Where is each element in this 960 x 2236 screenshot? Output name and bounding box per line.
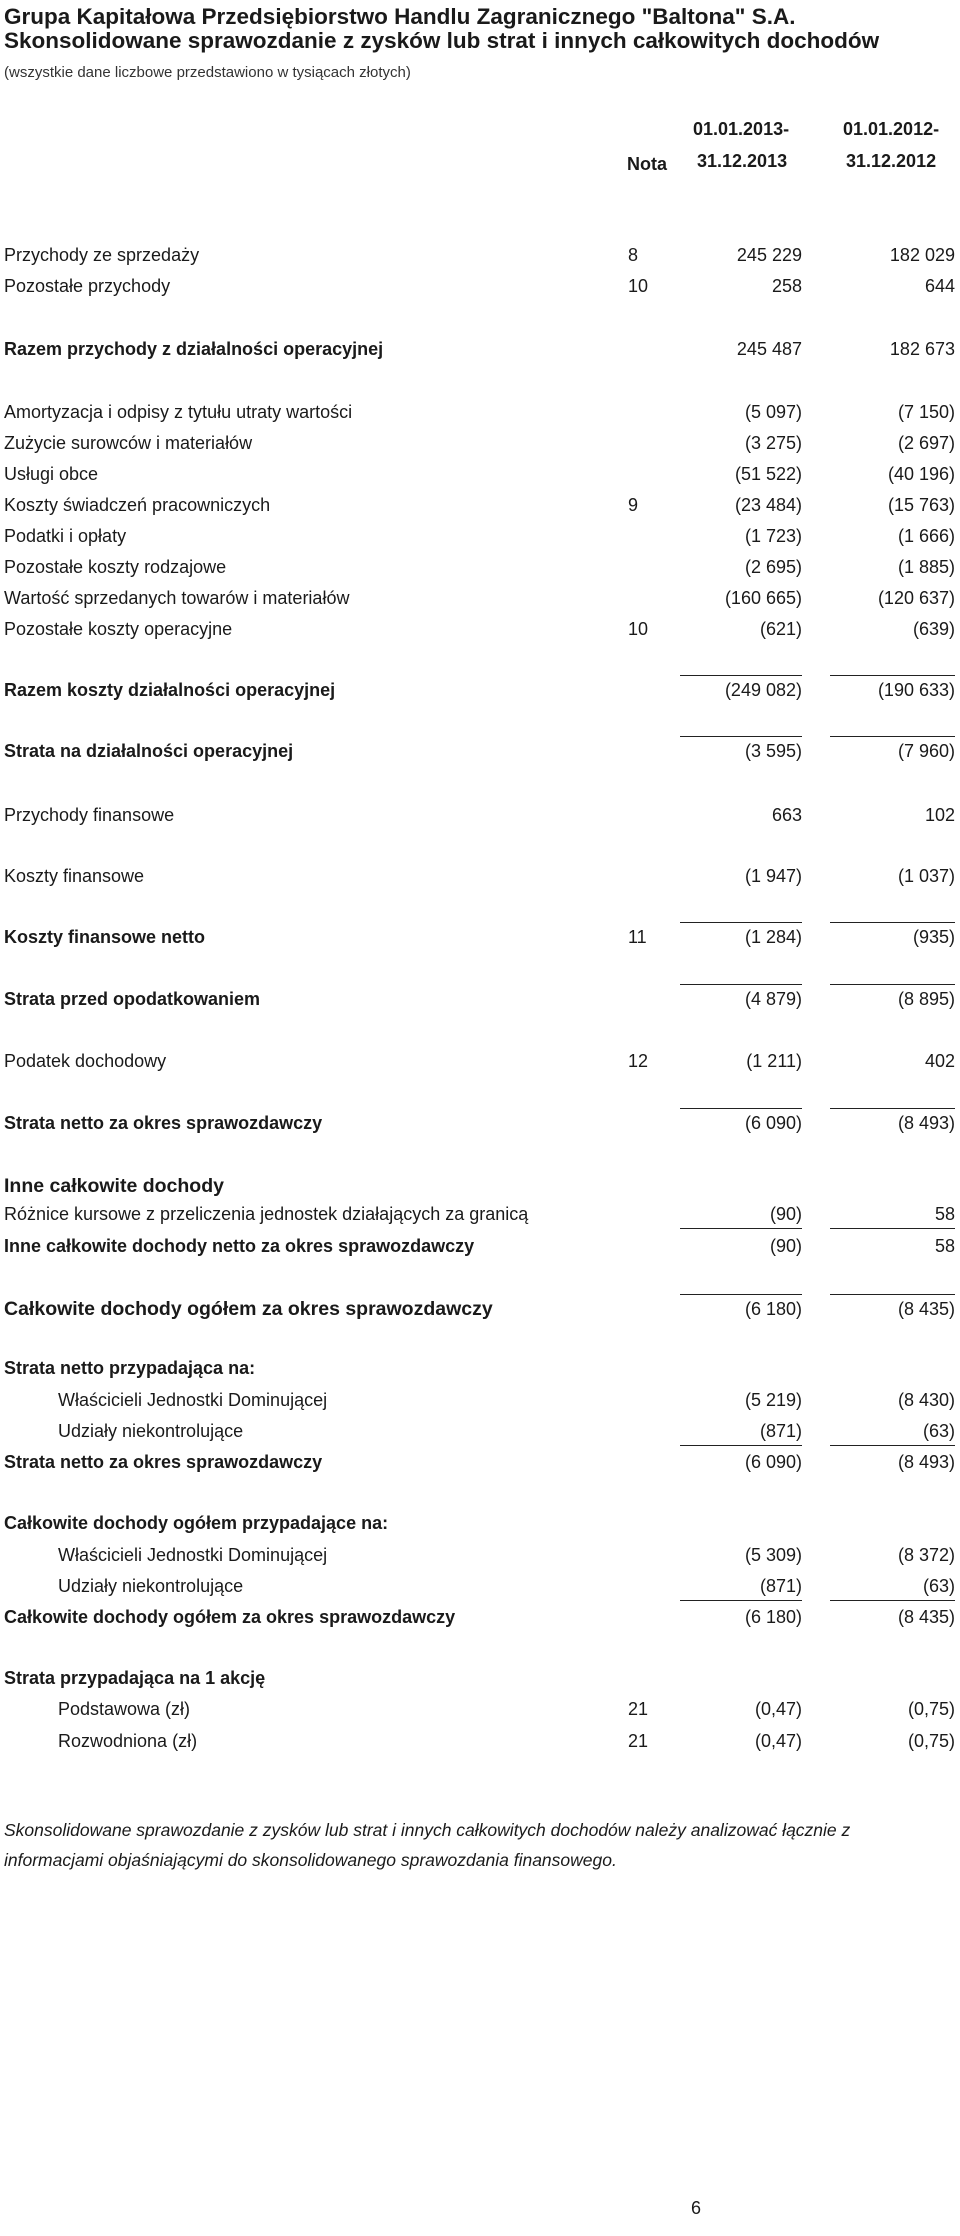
row-value-2013: (2 695) (744, 557, 802, 577)
row-value-2012: (8 895) (897, 989, 955, 1009)
row-label: Właścicieli Jednostki Dominującej (58, 1545, 328, 1565)
section-heading (0, 1663, 960, 1693)
table-row (0, 552, 960, 582)
row-value-2013: (0,47) (754, 1731, 802, 1751)
row-value-2012: (8 493) (897, 1452, 955, 1472)
row-value-2013: (0,47) (754, 1699, 802, 1719)
table-row (0, 1694, 960, 1724)
row-label: Przychody ze sprzedaży (4, 245, 200, 265)
row-label: Zużycie surowców i materiałów (4, 433, 253, 453)
row-value-2012: 182 673 (889, 339, 955, 359)
total-rule (680, 1228, 802, 1229)
table-row (0, 1447, 960, 1477)
row-value-2012: 102 (924, 805, 955, 825)
table-row (0, 736, 960, 766)
table-row (0, 428, 960, 458)
row-label: Strata netto przypadająca na: (4, 1358, 256, 1378)
row-value-2012: 182 029 (889, 245, 955, 265)
row-value-2012: (639) (912, 619, 955, 639)
row-value-2012: (40 196) (887, 464, 955, 484)
table-row (0, 521, 960, 551)
total-rule (830, 1228, 955, 1229)
row-value-2012: (7 960) (897, 741, 955, 761)
row-label: Razem przychody z działalności operacyjnej (4, 339, 384, 359)
row-value-2012: (190 633) (877, 680, 955, 700)
table-row (0, 490, 960, 520)
row-nota: 9 (628, 495, 639, 515)
row-value-2013: (1 947) (744, 866, 802, 886)
table-row (0, 614, 960, 644)
row-label: Przychody finansowe (4, 805, 175, 825)
row-label: Pozostałe koszty operacyjne (4, 619, 233, 639)
row-nota: 21 (628, 1731, 649, 1751)
row-nota: 12 (628, 1051, 649, 1071)
row-value-2013: (6 090) (744, 1452, 802, 1472)
table-row (0, 861, 960, 891)
table-row (0, 922, 960, 952)
table-row (0, 1046, 960, 1076)
row-value-2012: (8 372) (897, 1545, 955, 1565)
table-row (0, 1571, 960, 1601)
row-value-2012: 402 (924, 1051, 955, 1071)
period1-header-line1: 01.01.2013- (693, 119, 790, 139)
table-row (0, 334, 960, 364)
table-row (0, 397, 960, 427)
row-label: Koszty finansowe (4, 866, 145, 886)
statement-subtitle: (wszystkie dane liczbowe przedstawiono w tysiącach złotych) (4, 64, 411, 81)
total-rule (680, 1445, 802, 1446)
row-label: Koszty świadczeń pracowniczych (4, 495, 271, 515)
period1-header-line2: 31.12.2013 (697, 151, 788, 171)
row-label: Całkowite dochody ogółem za okres sprawozdawczy (4, 1607, 456, 1627)
company-name: Grupa Kapitałowa Przedsiębiorstwo Handlu Zagranicznego "Baltona" S.A. (4, 4, 796, 29)
row-label: Inne całkowite dochody (4, 1175, 224, 1197)
row-label: Różnice kursowe z przeliczenia jednostek działających za granicą (4, 1204, 529, 1224)
row-label: Podatek dochodowy (4, 1051, 167, 1071)
row-nota: 8 (628, 245, 639, 265)
row-value-2012: (2 697) (897, 433, 955, 453)
row-label: Pozostałe przychody (4, 276, 171, 296)
row-value-2013: (249 082) (724, 680, 802, 700)
row-value-2012: (7 150) (897, 402, 955, 422)
row-value-2012: (1 666) (897, 526, 955, 546)
table-row (0, 1385, 960, 1415)
period2-header-line1: 01.01.2012- (843, 119, 940, 139)
row-label: Podatki i opłaty (4, 526, 127, 546)
row-value-2012: 58 (934, 1236, 955, 1256)
row-value-2013: (6 180) (744, 1607, 802, 1627)
row-label: Strata przed opodatkowaniem (4, 989, 261, 1009)
table-row (0, 271, 960, 301)
row-value-2012: (8 435) (897, 1607, 955, 1627)
row-value-2013: (3 275) (744, 433, 802, 453)
row-label: Strata netto za okres sprawozdawczy (4, 1452, 323, 1472)
nota-header: Nota (627, 154, 667, 174)
row-value-2013: 663 (771, 805, 802, 825)
row-value-2012: (0,75) (907, 1731, 955, 1751)
row-value-2013: (871) (759, 1576, 802, 1596)
row-value-2012: (8 430) (897, 1390, 955, 1410)
row-value-2013: 245 487 (736, 339, 802, 359)
total-rule (830, 1445, 955, 1446)
row-label: Właścicieli Jednostki Dominującej (58, 1390, 328, 1410)
row-label: Całkowite dochody ogółem przypadające na: (4, 1513, 389, 1533)
total-rule (830, 1600, 955, 1601)
footnote: Skonsolidowane sprawozdanie z zysków lub strat i innych całkowitych dochodów należy analizować łącznie z informacjami objaśniającymi do skonsolidowanego sprawozdania finansowego. (4, 1820, 851, 1870)
row-label: Pozostałe koszty rodzajowe (4, 557, 227, 577)
row-value-2012: (8 493) (897, 1113, 955, 1133)
row-value-2012: 58 (934, 1204, 955, 1224)
row-label: Strata na działalności operacyjnej (4, 741, 294, 761)
table-row (0, 1416, 960, 1446)
row-label: Strata netto za okres sprawozdawczy (4, 1113, 323, 1133)
table-row (0, 1540, 960, 1570)
row-label: Rozwodniona (zł) (58, 1731, 198, 1751)
section-heading (0, 1508, 960, 1538)
row-label: Razem koszty działalności operacyjnej (4, 680, 336, 700)
row-value-2012: (0,75) (907, 1699, 955, 1719)
row-label: Inne całkowite dochody netto za okres sprawozdawczy (4, 1236, 475, 1256)
table-row (0, 984, 960, 1014)
table-row (0, 1726, 960, 1756)
row-value-2012: (63) (922, 1576, 955, 1596)
row-value-2012: (8 435) (897, 1299, 955, 1319)
row-label: Strata przypadająca na 1 akcję (4, 1668, 266, 1688)
table-row (0, 1108, 960, 1138)
row-nota: 11 (628, 927, 647, 947)
row-label: Całkowite dochody ogółem za okres sprawozdawczy (4, 1298, 493, 1320)
row-value-2013: (1 723) (744, 526, 802, 546)
row-value-2013: 258 (771, 276, 802, 296)
section-heading (0, 1171, 960, 1201)
row-value-2012: (120 637) (877, 588, 955, 608)
row-nota: 10 (628, 276, 649, 296)
table-row (0, 800, 960, 830)
row-value-2012: (15 763) (887, 495, 955, 515)
row-value-2013: (51 522) (734, 464, 802, 484)
row-label: Podstawowa (zł) (58, 1699, 191, 1719)
row-value-2013: (6 180) (744, 1299, 802, 1319)
table-row (0, 1199, 960, 1229)
row-value-2013: (90) (769, 1204, 802, 1224)
row-nota: 10 (628, 619, 649, 639)
row-value-2012: (63) (922, 1421, 955, 1441)
row-value-2013: (5 309) (744, 1545, 802, 1565)
row-value-2013: (1 211) (746, 1051, 802, 1071)
row-nota: 21 (628, 1699, 649, 1719)
total-rule (680, 1600, 802, 1601)
table-row (0, 240, 960, 270)
row-value-2013: (160 665) (724, 588, 802, 608)
table-row (0, 583, 960, 613)
row-value-2012: 644 (924, 276, 955, 296)
row-value-2013: (621) (759, 619, 802, 639)
row-label: Usługi obce (4, 464, 99, 484)
row-label: Wartość sprzedanych towarów i materiałów (4, 588, 350, 608)
table-row (0, 1231, 960, 1261)
row-value-2013: (3 595) (744, 741, 802, 761)
row-label: Udziały niekontrolujące (58, 1421, 244, 1441)
row-value-2012: (1 885) (897, 557, 955, 577)
row-value-2013: (1 284) (744, 927, 802, 947)
section-heading (0, 1353, 960, 1383)
statement-title: Skonsolidowane sprawozdanie z zysków lub strat i innych całkowitych dochodów (4, 28, 880, 53)
row-value-2013: (871) (759, 1421, 802, 1441)
period2-header-line2: 31.12.2012 (846, 151, 937, 171)
page-number: 6 (691, 2198, 702, 2218)
row-value-2013: 245 229 (736, 245, 802, 265)
row-label: Koszty finansowe netto (4, 927, 206, 947)
row-value-2013: (5 097) (744, 402, 802, 422)
table-row (0, 1294, 960, 1324)
row-value-2013: (5 219) (744, 1390, 802, 1410)
row-value-2012: (1 037) (897, 866, 955, 886)
row-label: Amortyzacja i odpisy z tytułu utraty wartości (4, 402, 353, 422)
row-value-2013: (4 879) (744, 989, 802, 1009)
row-value-2013: (90) (769, 1236, 802, 1256)
row-value-2013: (23 484) (734, 495, 802, 515)
row-value-2013: (6 090) (744, 1113, 802, 1133)
table-row (0, 675, 960, 705)
row-value-2012: (935) (912, 927, 955, 947)
row-label: Udziały niekontrolujące (58, 1576, 244, 1596)
table-row (0, 1602, 960, 1632)
table-row (0, 459, 960, 489)
